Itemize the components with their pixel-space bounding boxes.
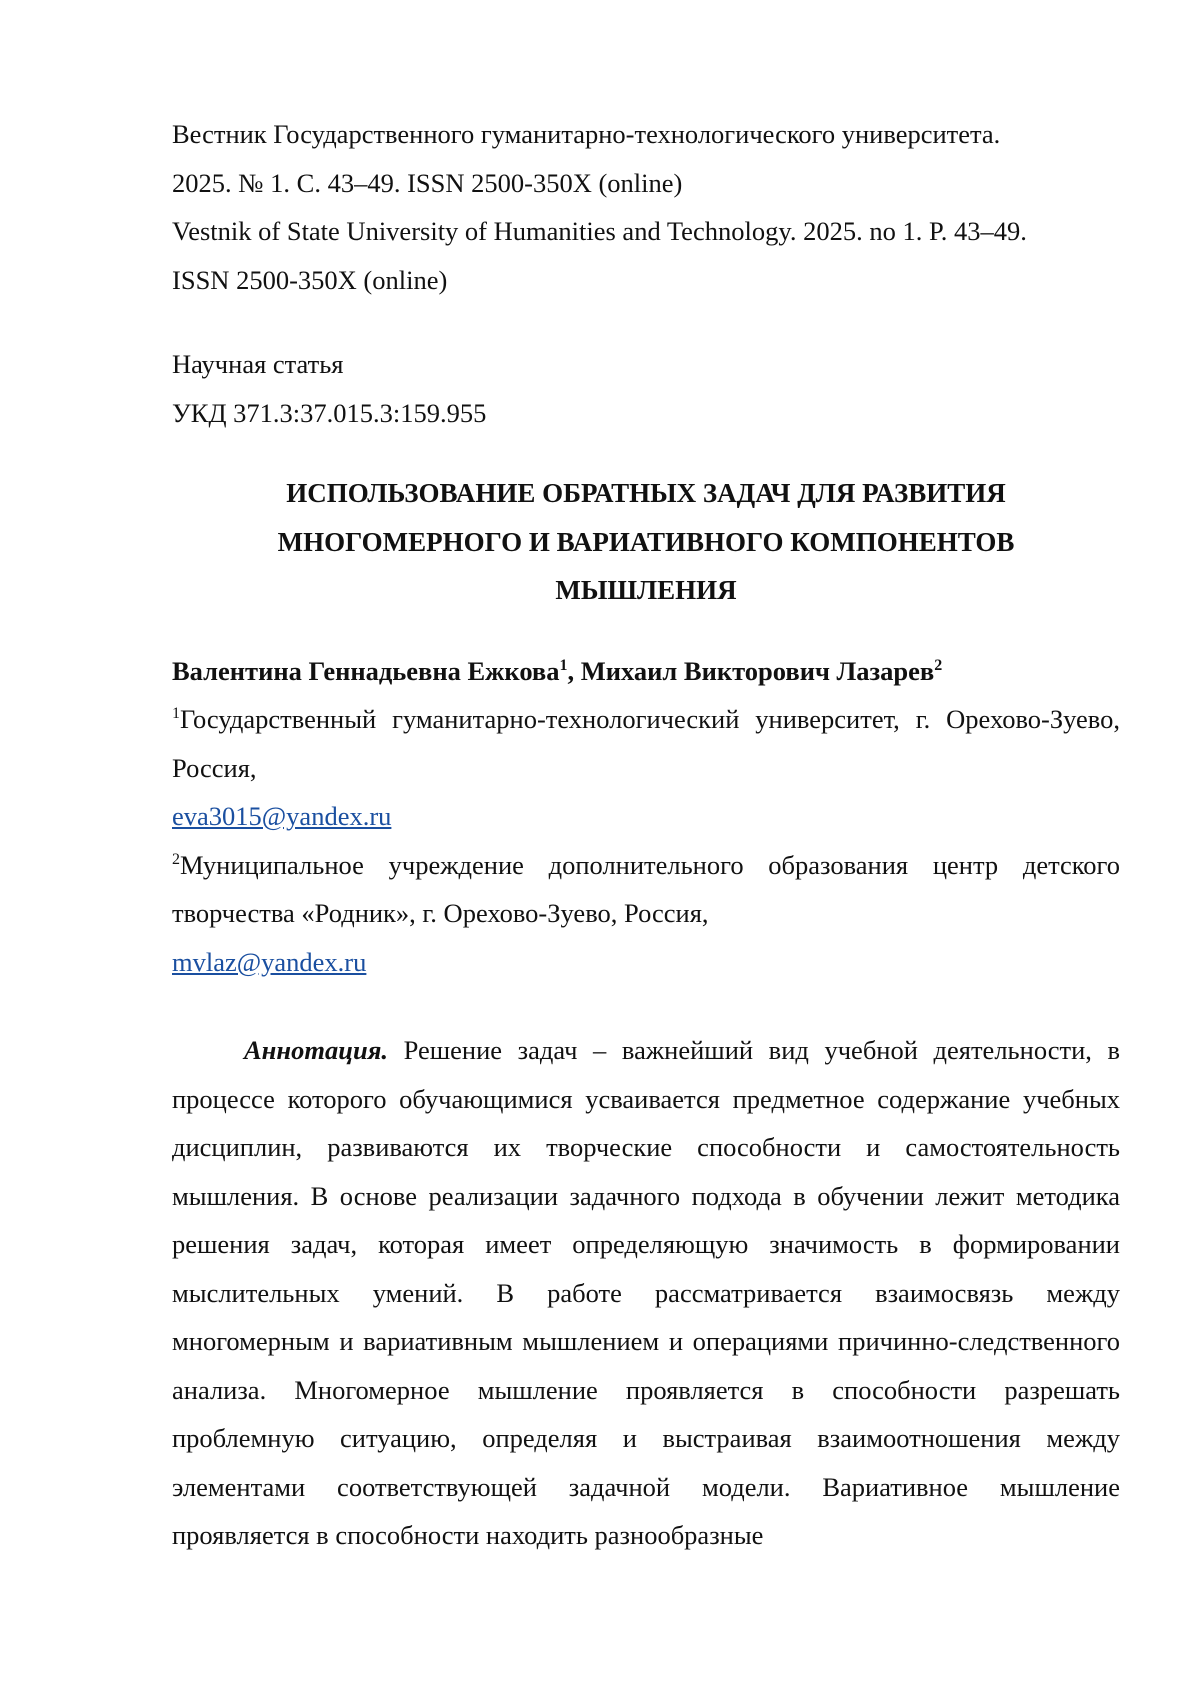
journal-header (172, 110, 1120, 304)
journal-header-line-4: ISSN 2500-350X (online) (172, 264, 448, 295)
author-2-name: Михаил Викторович Лазарев (580, 655, 935, 686)
affiliation-2 (172, 841, 1120, 987)
journal-header-line-3: Vestnik of State University of Humanities and Technology. 2025. no 1. P. 43–49. (172, 216, 1027, 246)
journal-header-line-2: 2025. № 1. С. 43–49. ISSN 2500-350X (online) (172, 167, 683, 198)
abstract-text: Решение задач – важнейший вид учебной деятельности, в процессе которого обучающимися усваивается предметное содержание учебных дисциплин, развиваются их творческие способности и самостоятельность мышления. В основе реализации задачного подхода в обучении лежит методика решения задач, которая имеет определяющую значимость в формировании мыслительных умений. В работе рассматривается взаимосвязь между многомерным и вариативным мышлением и операциями причинно-следственного анализа. Многомерное мышление проявляется в способности разрешать проблемную ситуацию, определяя и выстраивая взаимоотношения между элементами соответствующей задачной модели. Вариативное мышление проявляется в способности находить разнообразные (172, 1035, 1121, 1550)
udc-code: УКД 371.3:37.015.3:159.955 (172, 397, 487, 428)
title-line-1: ИСПОЛЬЗОВАНИЕ ОБРАТНЫХ ЗАДАЧ ДЛЯ РАЗВИТИЯ (286, 478, 1006, 508)
author-1-name: Валентина Геннадьевна Ежкова (172, 655, 560, 686)
affiliation-1-org: Государственный гуманитарно-технологический университет, г. Орехово-Зуево, Россия, (172, 704, 1120, 783)
article-type: Научная статья (172, 349, 344, 379)
email-link-2[interactable]: mvlaz@yandex.ru (172, 946, 367, 977)
affiliation-1 (172, 695, 1120, 841)
paper-page (172, 110, 1120, 1560)
authors (172, 647, 1120, 696)
article-meta (172, 340, 1120, 437)
affiliation-2-org: Муниципальное учреждение дополнительного образования центр детского творчества «Родник», г. Орехово-Зуево, Россия, (172, 849, 1120, 928)
title-line-2: МНОГОМЕРНОГО И ВАРИАТИВНОГО КОМПОНЕНТОВ (277, 526, 1015, 557)
journal-header-line-1: Вестник Государственного гуманитарно-технологического университета. (172, 119, 1001, 149)
affiliation-2-text (172, 841, 1120, 938)
abstract (172, 1026, 1120, 1560)
author-separator: , (567, 655, 581, 686)
author-2-mark: 2 (934, 656, 943, 674)
abstract-lead: Аннотация. (244, 1035, 388, 1065)
affiliation-2-mark: 2 (172, 850, 180, 868)
email-link-1[interactable]: eva3015@yandex.ru (172, 801, 392, 831)
title-line-3: МЫШЛЕНИЯ (555, 575, 737, 605)
article-title (172, 469, 1120, 615)
affiliation-1-text (172, 695, 1120, 792)
affiliation-1-mark: 1 (172, 705, 180, 723)
author-1-mark: 1 (559, 656, 568, 674)
